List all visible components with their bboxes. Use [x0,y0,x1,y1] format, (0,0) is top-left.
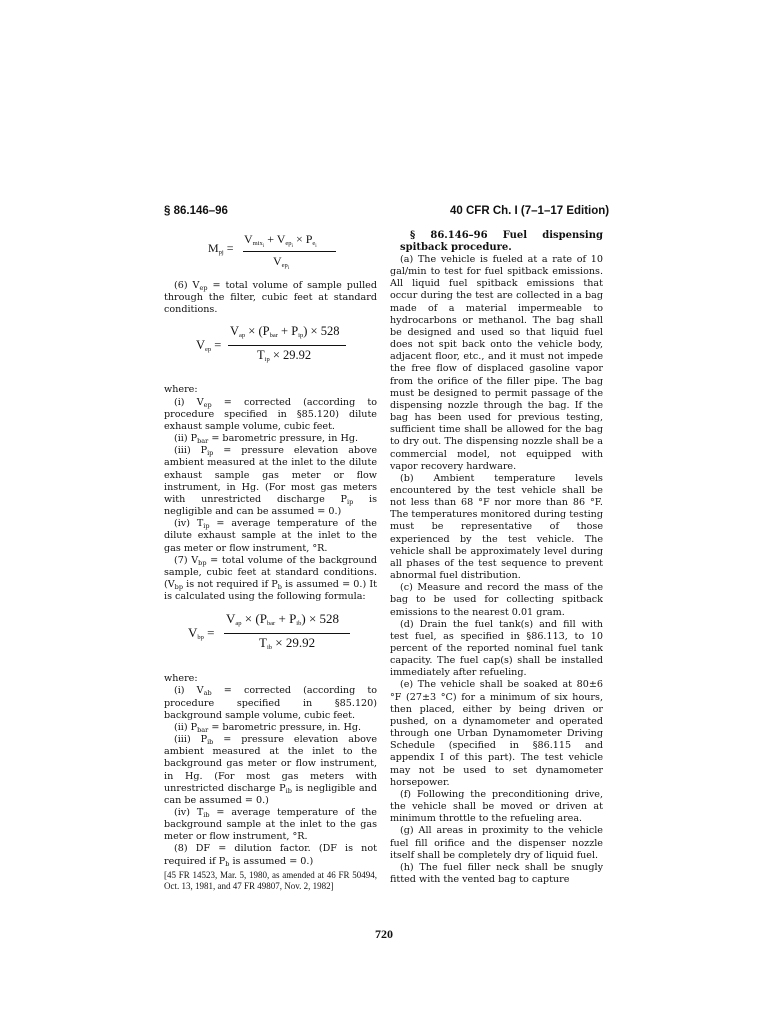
section-heading: § 86.146–96 Fuel dispensing spitback procedure. [400,230,603,253]
paragraph-g: (g) All areas in proximity to the vehicle fuel fill orifice and the dispenser nozzle itself shall be completely dry of liquid fuel. [390,825,603,861]
definition-ii: (ii) $P_{bar}$ = barometric pressure, in. Hg. [174,721,362,734]
paragraph-b: (b) Ambient temperature levels encountered by the test vehicle shall be not less than 68 °F nor more than 86 °F. The temperatures monitored during testing must be representative of those experienced by the test vehicle. The vehicle shall be approximately level during all phases of the test sequence to prevent abnormal fuel distribution. [390,472,603,582]
equation-mpj [164,230,377,280]
equation-denominator: $T_{ib} \times 29.92$ [259,635,316,652]
equation-lhs: $V_{ep}$ = [196,338,222,354]
paragraph-e: (e) The vehicle shall be soaked at 80±6 °F (27±3 °C) for a minimum of six hours, then placed, either by being driven or pushed, on a dynamometer and operated through one Urban Dynamometer Driving Schedule (specified in §86.115 and appendix I of this part). The test vehicle may not be used to set dynamometer horsepower. [390,679,603,788]
equation-denominator: $T_{ip} \times 29.92$ [257,348,312,364]
where-label: where: [164,384,198,396]
running-head-right: 40 CFR Ch. I (7–1–17 Edition) [450,205,610,217]
paragraph-d: (d) Drain the fuel tank(s) and fill with test fuel, as specified in §86.113, to 10 percent of the reported nominal fuel tank capacity. The fuel cap(s) shall be installed immediately after refueling. [390,618,603,679]
right-column [390,230,603,886]
equation-lhs: $M_{pj}$ = [208,241,234,256]
paragraph-8: (8) DF = dilution factor. (DF is not required if $P_b$ is assumed = 0.) [164,843,377,868]
definition-iii: (iii) $P_{ip}$ = pressure elevation above ambient measured at the inlet to the dilute exhaust sample gas meter or flow instrument, in Hg. (For most gas meters with unrestricted discharge $P_{ip}$ is negligible and can be assumed = 0.) [164,445,378,518]
paragraph-c: (c) Measure and record the mass of the bag to be used for collecting spitback emissions to the nearest 0.01 gram. [390,582,603,618]
paragraph-a: (a) The vehicle is fueled at a rate of 10 gal/min to test for fuel spitback emissions. All liquid fuel spitback emissions that occur during the test are collected in a bag made of a material impermeable to hydrocarbons or methanol. The bag shall be designed and used so that liquid fuel does not spit back onto the vehicle body, adjacent floor, etc., and it must not impede the free flow of displaced gasoline vapor from the orifice of the filler pipe. The bag must be designed to permit passage of the dispensing nozzle through the bag. If the bag has been used for previous testing, sufficient time shall be allowed for the bag to dry out. The dispensing nozzle shall be a commercial model, not equipped with vapor recovery hardware. [390,254,603,472]
equation-numerator: $V_{mix_i} + V_{ep_i} \times P_{e_i}$ [244,232,317,249]
equation-numerator: $V_{ap} \times (P_{bar} + P_{ip}) \times 528$ [230,324,340,340]
source-citation: [45 FR 14523, Mar. 5, 1980, as amended at 46 FR 50494, Oct. 13, 1981, and 47 FR 49807, Nov. 2, 1982] [164,869,377,892]
equation-denominator: $V_{ep_i}$ [273,254,290,271]
definition-iv: (iv) $T_{ip}$ = average temperature of the dilute exhaust sample at the inlet to the gas meter or flow instrument, °R. [164,518,377,554]
equation-vep [164,325,377,377]
equation-lhs: $V_{bp}$ = [188,625,215,642]
running-head-left: § 86.146–96 [164,205,228,217]
definition-ii: (ii) $P_{bar}$ = barometric pressure, in Hg. [174,433,359,446]
paragraph-h: (h) The fuel filler neck shall be snugly fitted with the vented bag to capture [390,861,603,885]
equation-numerator: $V_{ap} \times (P_{bar} + P_{ib}) \times 528$ [226,611,340,628]
left-column [164,230,377,893]
paragraph-6: (6) $V_{ep}$ = total volume of sample pulled through the filter, cubic feet at standard conditions. [164,280,377,316]
page-number: 720 [375,927,393,941]
definition-i: (i) $V_{ep}$ = corrected (according to procedure specified in §85.120) dilute exhaust sample volume, cubic feet. [164,396,377,432]
definition-iii: (iii) $P_{ib}$ = pressure elevation above ambient measured at the inlet to the background gas meter or flow instrument, in Hg. (For most gas meters with unrestricted discharge $P_{ib}$ is negligible and can be assumed = 0.) [164,734,378,806]
where-label: where: [164,673,198,685]
equation-vbp [164,613,377,667]
paragraph-f: (f) Following the preconditioning drive, the vehicle shall be moved or driven at minimum throttle to the refueling area. [390,788,603,825]
definition-i: (i) $V_{ab}$ = corrected (according to procedure specified in §85.120) background sample volume, cubic feet. [164,685,377,721]
definition-iv: (iv) $T_{ib}$ = average temperature of the background sample at the inlet to the gas meter or flow instrument, °R. [164,807,377,843]
paragraph-7: (7) $V_{bp}$ = total volume of the background sample, cubic feet at standard conditions. ($V_{bp}$ is not required if $P_b$ is assumed = 0.) It is calculated using the following formula: [164,554,377,603]
